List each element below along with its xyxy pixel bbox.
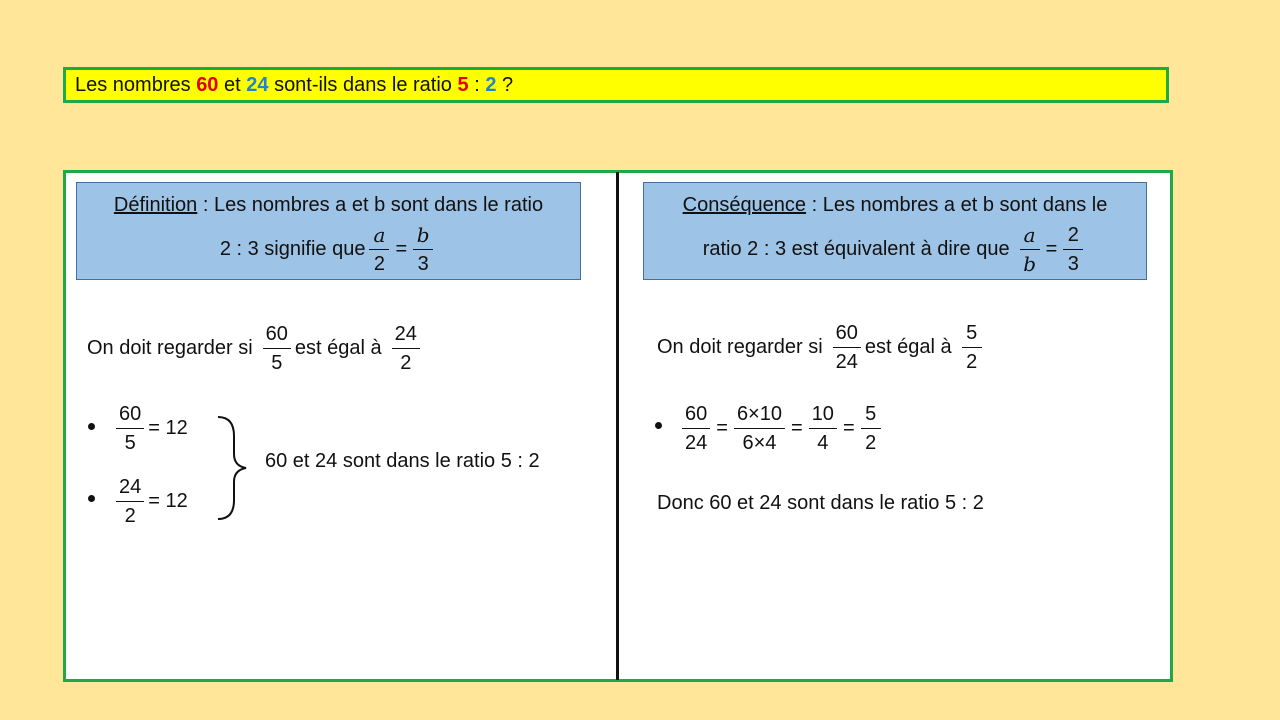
question-number-24: 24 [246, 74, 269, 96]
consequence-text-2: ratio 2 : 3 est équivalent à dire que [702, 237, 1010, 260]
left-bullet-1-result: = 12 [148, 416, 188, 439]
definition-fraction-b-over-3: $\frac{b}{3}$ [413, 223, 433, 276]
consequence-title: Conséquence [682, 194, 807, 216]
left-intro-fraction-60-over-5: $\frac{60}{5}$ [263, 322, 291, 375]
calc-equals-3: = [842, 416, 855, 439]
question-colon: : [474, 74, 480, 96]
definition-title: Définition [113, 194, 198, 216]
question-prefix: Les nombres [75, 74, 191, 96]
right-intro-text: On doit regarder si [657, 335, 823, 358]
bullet-2 [88, 495, 95, 502]
right-conclusion: Donc 60 et 24 sont dans le ratio 5 : 2 [657, 491, 984, 514]
definition-fraction-a-over-2: $\frac{a}{2}$ [369, 223, 389, 276]
consequence-equals: = [1045, 237, 1058, 260]
left-intro-line [87, 320, 424, 376]
definition-equals: = [395, 237, 408, 260]
calc-equals-2: = [791, 416, 803, 439]
left-bullet-2-result: = 12 [148, 489, 188, 512]
consequence-box [643, 182, 1147, 280]
right-intro-fraction-60-over-24: $\frac{60}{24}$ [833, 321, 861, 374]
left-conclusion: 60 et 24 sont dans le ratio 5 : 2 [265, 449, 540, 472]
curly-brace-icon [214, 414, 250, 522]
question-ratio-2: 2 [485, 74, 497, 96]
left-bullet-1-fraction: $\frac{60}{5}$ [116, 402, 144, 455]
right-intro-fraction-5-over-2: $\frac{5}{2}$ [962, 321, 982, 374]
definition-line-2 [77, 221, 580, 277]
bullet-1 [88, 423, 95, 430]
consequence-line-2 [644, 221, 1146, 277]
consequence-fraction-2-over-3: $\frac{2}{3}$ [1063, 223, 1083, 276]
consequence-text-1: : Les nombres a et b sont dans le [806, 194, 1108, 216]
left-conclusion-line [265, 433, 540, 489]
right-intro-mid: est égal à [864, 335, 952, 358]
question-ratio-5: 5 [457, 74, 469, 96]
left-intro-fraction-24-over-2: $\frac{24}{2}$ [392, 322, 420, 375]
right-calculation-line [678, 400, 885, 456]
definition-text-1: : Les nombres a et b sont dans le ratio [197, 194, 544, 216]
question-banner [63, 67, 1169, 103]
calc-fraction-60-over-24: $\frac{60}{24}$ [682, 402, 710, 455]
left-bullet-1-line [112, 400, 188, 456]
bullet-3 [655, 422, 662, 429]
consequence-line-1 [644, 193, 1146, 217]
right-intro-line [657, 319, 986, 375]
consequence-fraction-a-over-b: $\frac{a}{b}$ [1020, 223, 1040, 276]
definition-box [76, 182, 581, 280]
question-number-60: 60 [196, 74, 219, 96]
definition-line-1 [77, 193, 580, 217]
calc-fraction-6x10-over-6x4: $\frac{6\times 10}{6\times 4}$ [734, 402, 785, 455]
right-conclusion-line [657, 475, 984, 531]
calc-fraction-10-over-4: $\frac{10}{4}$ [809, 402, 837, 455]
calc-fraction-5-over-2: $\frac{5}{2}$ [861, 402, 881, 455]
calc-equals-1: = [716, 416, 728, 439]
left-bullet-2-fraction: $\frac{24}{2}$ [116, 475, 144, 528]
left-bullet-2-line [112, 473, 188, 529]
left-intro-mid: est égal à [294, 336, 382, 359]
question-mark: ? [502, 74, 514, 96]
definition-text-2: 2 : 3 signifie que [219, 237, 366, 260]
question-and: et [224, 74, 241, 96]
question-ratio-text: sont-ils dans le ratio [274, 74, 452, 96]
left-intro-text: On doit regarder si [87, 336, 253, 359]
column-divider [616, 172, 619, 680]
